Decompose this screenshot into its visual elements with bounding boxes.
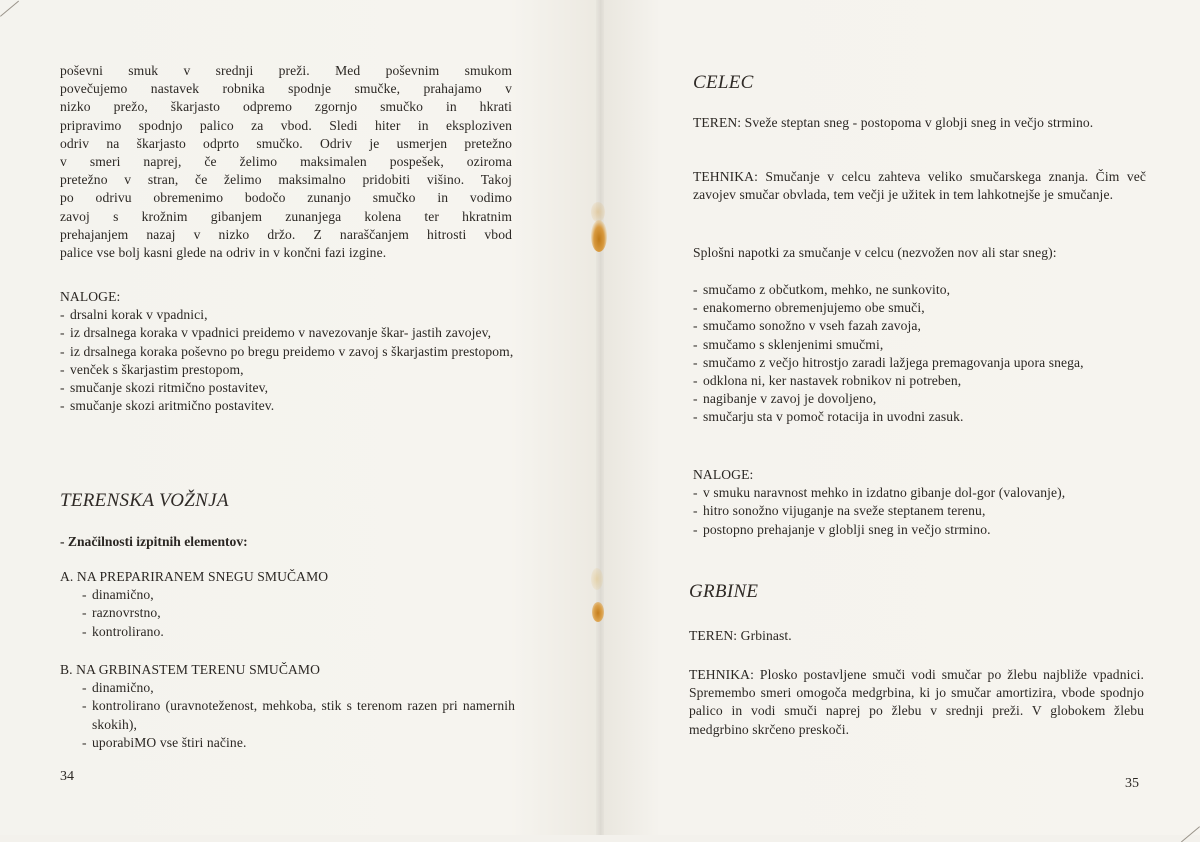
- section-title-terenska-voznja: TERENSKA VOŽNJA: [60, 490, 229, 511]
- naloge-label: NALOGE:: [693, 467, 754, 482]
- list-item: - smučamo z večjo hitrostjo zaradi lažjega premagovanja upora snega,: [693, 354, 1146, 372]
- list-item: - odklona ni, ker nastavek robnikov ni potreben,: [693, 372, 1146, 390]
- list-item: - raznovrstno,: [82, 604, 515, 622]
- list-item: - dinamično,: [82, 679, 515, 697]
- list-item: - smučanje skozi aritmično postavitev.: [60, 397, 515, 415]
- left-intro-paragraph: [60, 62, 512, 262]
- list-item: - smučamo sonožno v vseh fazah zavoja,: [693, 317, 1146, 335]
- list-item: - postopno prehajanje v globlji sneg in večjo strmino.: [693, 521, 1146, 539]
- list-item: - uporabiMO vse štiri načine.: [82, 734, 515, 752]
- napotki-list: [693, 281, 1146, 427]
- paragraph-line: prehajanjem nazaj v nizko držo. Z naraščanjem hitrosti vbod: [60, 226, 512, 242]
- list-item: - enakomerno obremenjujemo obe smuči,: [693, 299, 1146, 317]
- naloge-label: NALOGE:: [60, 289, 121, 304]
- celec-napotki-list-wrap: [693, 281, 1146, 427]
- group-a-title: A. NA PREPARIRANEM SNEGU SMUČAMO: [60, 569, 329, 584]
- paragraph-line: po odrivu obremenimo bodočo zunanjo smučko in vodimo: [60, 190, 512, 206]
- section-title-celec: CELEC: [693, 72, 754, 93]
- list-item: - iz drsalnega koraka v vpadnici preidemo v navezovanje škar- jastih zavojev,: [60, 324, 515, 342]
- list-item: - smučarju sta v pomoč rotacija in uvodni zasuk.: [693, 408, 1146, 426]
- celec-teren: [693, 114, 1146, 132]
- list-item: - venček s škarjastim prestopom,: [60, 361, 515, 379]
- paper-stain: [591, 568, 603, 590]
- naloge-list: [693, 484, 1146, 539]
- list-item: - smučamo z občutkom, mehko, ne sunkovito,: [693, 281, 1146, 299]
- paragraph-line: poševni smuk v srednji preži. Med poševnim smukom: [60, 63, 512, 78]
- subheading-znacilnosti: - Značilnosti izpitnih elementov:: [60, 534, 248, 549]
- paragraph-line: zavoj s krožnim gibanjem zunanjega kolena ter hkratnim: [60, 208, 512, 224]
- paragraph-line: v smeri naprej, če želimo maksimalen pospešek, oziroma: [60, 154, 512, 170]
- paragraph-line: pripravimo spodnjo palico za vbod. Sledi hiter in eksploziven: [60, 117, 512, 133]
- list-item: - nagibanje v zavoj je dovoljeno,: [693, 390, 1146, 408]
- book-gutter: [596, 0, 604, 835]
- group-b-list: [82, 679, 515, 752]
- list-item: - smučanje skozi ritmično postavitev,: [60, 379, 515, 397]
- paragraph-line: odriv na škarjasto odprto smučko. Odriv je usmerjen pretežno: [60, 135, 512, 151]
- list-item: - smučamo s sklenjenimi smučmi,: [693, 336, 1146, 354]
- page-number-left: 34: [60, 769, 74, 784]
- list-item: - v smuku naravnost mehko in izdatno gibanje dol-gor (valovanje),: [693, 484, 1146, 502]
- group-a-list: [82, 586, 515, 641]
- paragraph-line: povečujemo nastavek robnika spodnje smučke, prahajamo v: [60, 81, 512, 97]
- paper-stain: [591, 220, 607, 252]
- list-item: - drsalni korak v vpadnici,: [60, 306, 515, 324]
- celec-tehnika: TEHNIKA: Smučanje v celcu zahteva veliko smučarskega znanja. Čim več zavojev smučar obvlada, tem večji je užitek in tem lahkotnejše je smučanje.: [693, 169, 1146, 203]
- paragraph-line: palice vse bolj kasni glede na odriv in v končni fazi izgine.: [60, 245, 387, 261]
- left-naloge-section: [60, 288, 515, 415]
- section-title-grbine: GRBINE: [689, 581, 759, 602]
- teren-paragraph: TEREN: Sveže steptan sneg - postopoma v globji sneg in večjo strmino.: [693, 115, 1094, 130]
- paper-stain: [591, 202, 605, 222]
- list-item: - kontrolirano.: [82, 623, 515, 641]
- list-item: - iz drsalnega koraka poševno po bregu preidemo v zavoj s škarjastim prestopom,: [60, 343, 515, 361]
- page-number-right: 35: [1125, 776, 1139, 791]
- group-b-title: B. NA GRBINASTEM TERENU SMUČAMO: [60, 662, 321, 677]
- paragraph-line: pretežno v stran, če želimo maksimalno pridobiti višino. Takoj: [60, 172, 512, 188]
- list-item: - kontrolirano (uravnoteženost, mehkoba, stik s terenom razen pri namernih skokih),: [82, 697, 515, 733]
- naloge-list: [60, 306, 515, 415]
- celec-naloge-section: [693, 466, 1146, 539]
- group-b: [60, 661, 515, 752]
- paragraph-line: nizko prežo, škarjasto odpremo zgornjo smučko in hkrati: [60, 99, 512, 115]
- grbine-tehnika: TEHNIKA: Plosko postavljene smuči vodi smučar po žlebu najbliže vpadnici. Spremembo smeri omogoča medgrbina, ki jo smučar amortizira, vbode spodnjo palico in vodi smuči naprej po žlebu v srednji preži. V globokem žlebu medgrbino skrčeno preskoči.: [689, 667, 1144, 737]
- grbine-teren: TEREN: Grbinast.: [689, 628, 792, 643]
- list-item: - dinamično,: [82, 586, 515, 604]
- list-item: - hitro sonožno vijuganje na sveže steptanem terenu,: [693, 502, 1146, 520]
- group-a: [60, 568, 515, 641]
- celec-napotki-intro: Splošni napotki za smučanje v celcu (nezvožen nov ali star sneg):: [693, 245, 1057, 260]
- paper-stain: [592, 602, 604, 622]
